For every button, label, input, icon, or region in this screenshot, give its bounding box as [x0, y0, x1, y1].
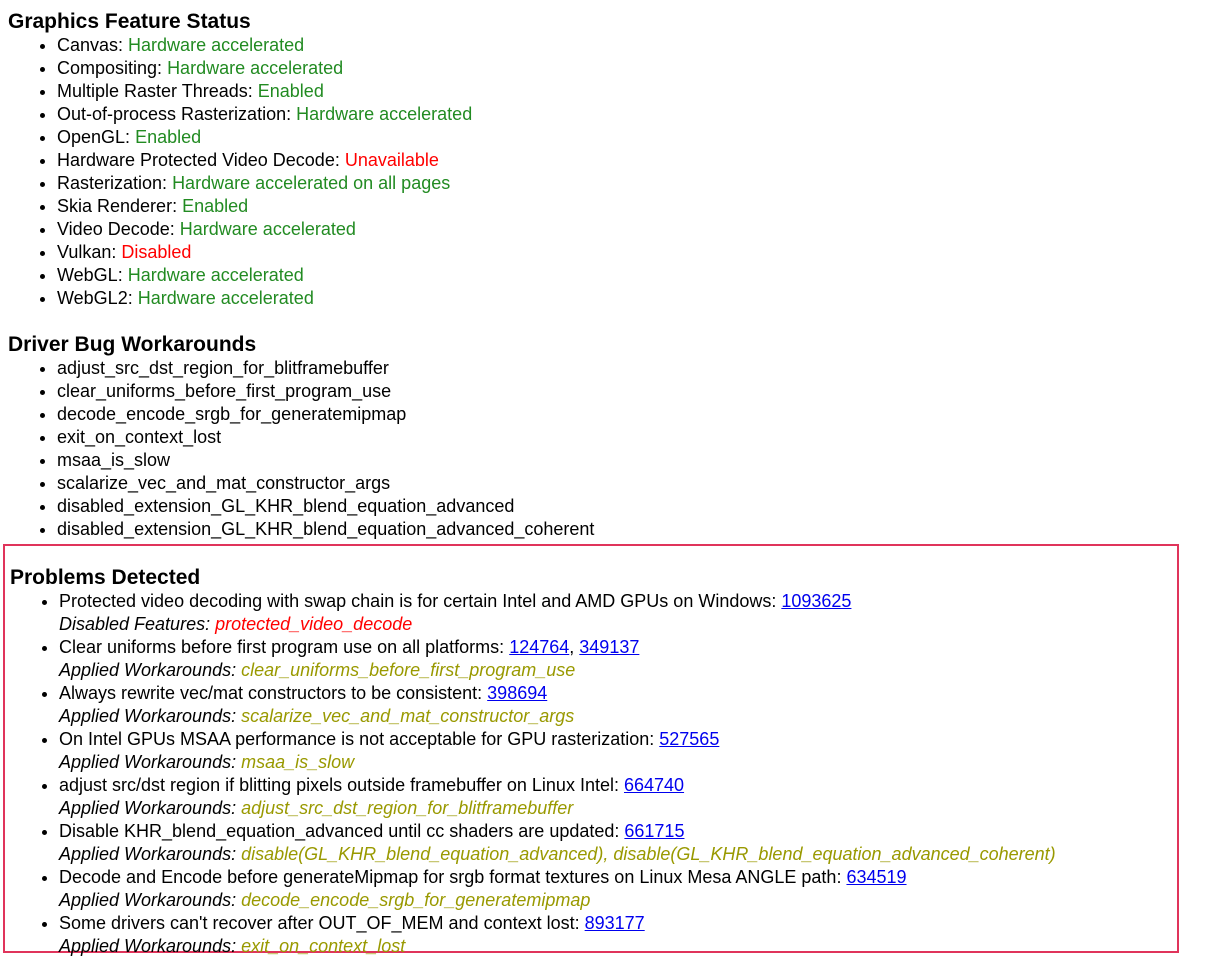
feature-separator: :	[125, 127, 136, 147]
feature-separator: :	[169, 219, 180, 239]
workaround-item: • disabled_extension_GL_KHR_blend_equation_advanced_coherent	[57, 518, 594, 541]
problem-detail-label: Applied Workarounds:	[59, 752, 242, 772]
problem-description: Protected video decoding with swap chain is for certain Intel and AMD GPUs on Windows:	[59, 591, 782, 611]
feature-separator: :	[127, 288, 138, 308]
feature-name: Skia Renderer	[57, 196, 173, 216]
feature-status-value: Enabled	[135, 127, 202, 147]
feature-separator: :	[157, 58, 168, 78]
feature-separator: :	[334, 150, 345, 170]
feature-status-item	[57, 218, 472, 241]
workarounds-list	[8, 357, 594, 541]
problem-detail-label: Applied Workarounds:	[59, 936, 242, 956]
problem-detail-label: Applied Workarounds:	[59, 706, 242, 726]
problem-detail-value: scalarize_vec_and_mat_constructor_args	[241, 706, 575, 726]
problem-detail-label: Applied Workarounds:	[59, 798, 242, 818]
problems-detected-section	[3, 544, 1179, 956]
workaround-item: • adjust_src_dst_region_for_blitframebuffer	[57, 357, 594, 380]
feature-name: Out-of-process Rasterization	[57, 104, 287, 124]
problem-detail-value: decode_encode_srgb_for_generatemipmap	[241, 890, 591, 910]
problem-detail	[59, 613, 1212, 636]
graphics-feature-list	[8, 34, 472, 310]
graphics-feature-status-section	[8, 10, 472, 310]
workaround-item: • disabled_extension_GL_KHR_blend_equation_advanced	[57, 495, 594, 518]
feature-separator: :	[247, 81, 258, 101]
feature-status-value: Hardware accelerated	[127, 265, 304, 285]
problem-detail	[59, 705, 1212, 728]
problem-detail-value: protected_video_decode	[215, 614, 413, 634]
feature-status-value: Hardware accelerated on all pages	[172, 173, 451, 193]
problems-detected-heading: Problems Detected	[10, 566, 201, 589]
feature-name: WebGL2	[57, 288, 128, 308]
problem-detail	[59, 843, 1212, 866]
bug-link-separator: ,	[569, 637, 580, 657]
bug-link[interactable]: 661715	[624, 821, 685, 841]
problem-detail	[59, 659, 1212, 682]
feature-separator: :	[111, 242, 122, 262]
workaround-item: • decode_encode_srgb_for_generatemipmap	[57, 403, 594, 426]
bug-link[interactable]: 349137	[579, 637, 640, 657]
feature-status-value: Disabled	[121, 242, 192, 262]
workaround-item: • msaa_is_slow	[57, 449, 594, 472]
workaround-item: • exit_on_context_lost	[57, 426, 594, 449]
feature-name: Video Decode	[57, 219, 170, 239]
feature-status-item	[57, 172, 472, 195]
feature-name: Compositing	[57, 58, 158, 78]
feature-status-value: Unavailable	[344, 150, 439, 170]
bug-link[interactable]: 398694	[487, 683, 548, 703]
problem-detail-value: msaa_is_slow	[241, 752, 355, 772]
problem-detail-value: exit_on_context_lost	[241, 936, 406, 956]
problem-item	[59, 912, 1212, 958]
problem-description: Always rewrite vec/mat constructors to be consistent:	[59, 683, 488, 703]
feature-status-item	[57, 103, 472, 126]
problem-description: adjust src/dst region if blitting pixels outside framebuffer on Linux Intel:	[59, 775, 624, 795]
problem-detail	[59, 797, 1212, 820]
problem-detail	[59, 935, 1212, 958]
graphics-feature-status-heading: Graphics Feature Status	[8, 10, 251, 33]
feature-status-item	[57, 126, 472, 149]
feature-status-item	[57, 34, 472, 57]
problem-detail	[59, 889, 1212, 912]
problem-description: Decode and Encode before generateMipmap for srgb format textures on Linux Mesa ANGLE path:	[59, 867, 847, 887]
feature-separator: :	[117, 265, 128, 285]
feature-separator: :	[118, 35, 129, 55]
feature-separator: :	[172, 196, 183, 216]
problem-item	[59, 590, 1212, 636]
driver-bug-workarounds-section	[8, 333, 594, 541]
workaround-item: • clear_uniforms_before_first_program_use	[57, 380, 594, 403]
feature-name: OpenGL	[57, 127, 126, 147]
feature-status-value: Hardware accelerated	[179, 219, 356, 239]
bug-link[interactable]: 664740	[623, 775, 685, 795]
workaround-item: • scalarize_vec_and_mat_constructor_args	[57, 472, 594, 495]
feature-status-item	[57, 195, 472, 218]
feature-status-value: Hardware accelerated	[167, 58, 344, 78]
problem-item	[59, 820, 1212, 866]
problem-description: Clear uniforms before first program use on all platforms:	[59, 637, 510, 657]
problem-detail-label: Applied Workarounds:	[59, 890, 242, 910]
feature-name: Rasterization	[57, 173, 163, 193]
feature-status-value: Enabled	[182, 196, 249, 216]
feature-status-item	[57, 149, 472, 172]
feature-status-item	[57, 264, 472, 287]
problem-item	[59, 636, 1212, 682]
feature-separator: :	[162, 173, 173, 193]
feature-separator: :	[286, 104, 297, 124]
feature-status-item	[57, 57, 472, 80]
bug-link[interactable]: 124764	[509, 637, 570, 657]
problem-item	[59, 774, 1212, 820]
problem-description: On Intel GPUs MSAA performance is not acceptable for GPU rasterization:	[59, 729, 660, 749]
problem-detail	[59, 751, 1212, 774]
feature-name: Multiple Raster Threads	[57, 81, 248, 101]
feature-status-value: Hardware accelerated	[137, 288, 314, 308]
problem-detail-label: Disabled Features:	[59, 614, 216, 634]
problem-item	[59, 866, 1212, 912]
problem-description: Some drivers can't recover after OUT_OF_MEM and context lost:	[59, 913, 585, 933]
feature-name: Hardware Protected Video Decode	[57, 150, 335, 170]
problems-list	[10, 590, 1212, 958]
driver-bug-workarounds-heading: Driver Bug Workarounds	[8, 333, 257, 356]
feature-name: Canvas	[57, 35, 119, 55]
feature-status-value: Hardware accelerated	[296, 104, 473, 124]
problem-detail-value: adjust_src_dst_region_for_blitframebuffer	[241, 798, 574, 818]
problem-item	[59, 682, 1212, 728]
feature-name: Vulkan	[57, 242, 112, 262]
feature-name: WebGL	[57, 265, 118, 285]
problem-description: Disable KHR_blend_equation_advanced until cc shaders are updated:	[59, 821, 625, 841]
feature-status-value: Enabled	[257, 81, 324, 101]
problem-detail-value: disable(GL_KHR_blend_equation_advanced), disable(GL_KHR_blend_equation_advanced_coherent)	[241, 844, 1056, 864]
feature-status-value: Hardware accelerated	[128, 35, 305, 55]
bug-link[interactable]: 634519	[846, 867, 907, 887]
problem-detail-label: Applied Workarounds:	[59, 660, 242, 680]
feature-status-item	[57, 80, 472, 103]
problem-detail-label: Applied Workarounds:	[59, 844, 242, 864]
problem-detail-value: clear_uniforms_before_first_program_use	[241, 660, 576, 680]
bug-link[interactable]: 893177	[584, 913, 645, 933]
bug-link[interactable]: 527565	[659, 729, 720, 749]
feature-status-item	[57, 241, 472, 264]
problem-item	[59, 728, 1212, 774]
bug-link[interactable]: 1093625	[781, 591, 852, 611]
feature-status-item	[57, 287, 472, 310]
